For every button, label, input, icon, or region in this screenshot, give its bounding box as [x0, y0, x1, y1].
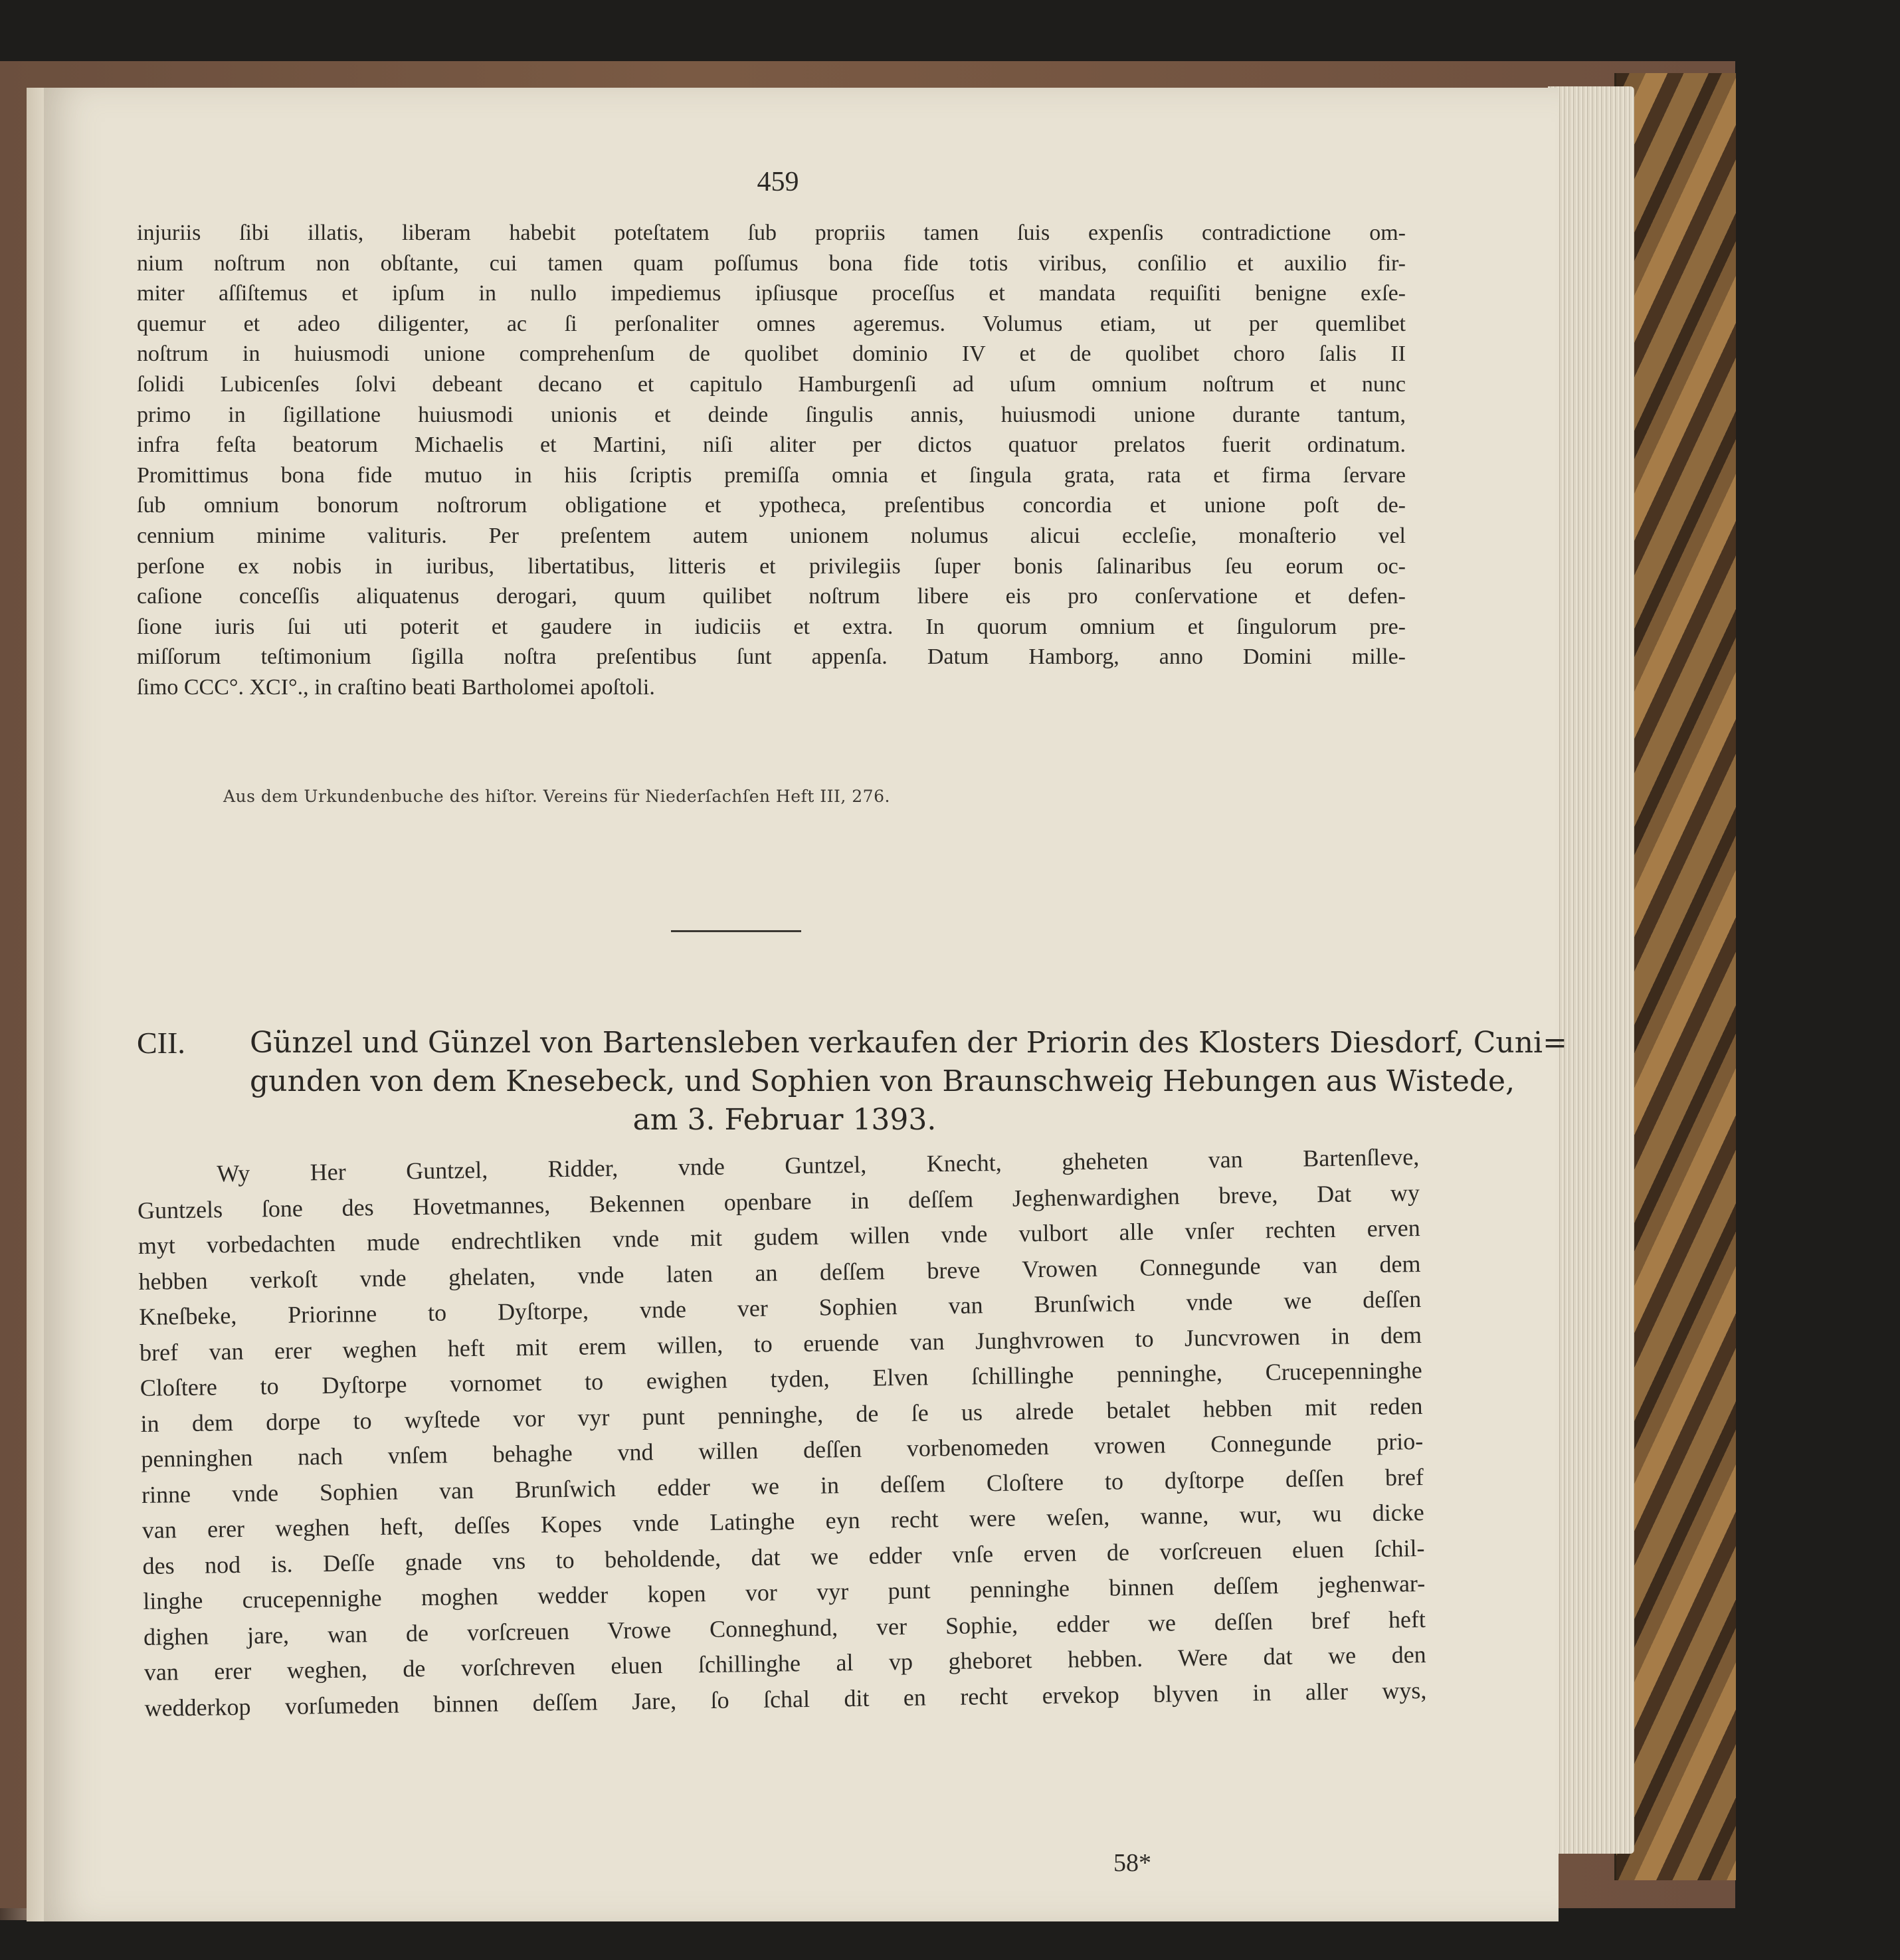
text-line: linghe crucepennighe moghen wedder kopen vor vyr punt penninghe binnen deſſem jeghenwar-: [143, 1569, 1426, 1615]
text-line: ſolidi Lubicenſes ſolvi debeant decano et capitulo Hamburgenſi ad uſum omnium noſtrum et nunc: [137, 371, 1406, 397]
text-line: perſone ex nobis in iuribus, libertatibus, litteris et privilegiis ſuper bonis ſalinaribus ſeu eorum oc-: [137, 553, 1406, 579]
text-line: quemur et adeo diligenter, ac ſi perſonaliter omnes ageremus. Volumus etiam, ut per quemlibet: [137, 311, 1406, 336]
text-line: van erer weghen, de vorſchreven eluen ſchillinghe al vp gheboret hebben. Were dat we den: [143, 1640, 1426, 1686]
document-number: CII.: [137, 1026, 185, 1060]
section-1-text: [137, 218, 1406, 703]
text-line: nium noſtrum non obſtante, cui tamen quam poſſumus bona fide totis viribus, conſilio et auxilio fir-: [137, 250, 1406, 276]
text-line: in dem dorpe to wyſtede vor vyr punt penninghe, de ſe us alrede betalet hebben mit reden: [140, 1392, 1423, 1437]
text-line: penninghen nach vnſem behaghe vnd willen deſſen vorbenomeden vrowen Connegunde prio-: [141, 1428, 1424, 1472]
text-line: Cloſtere to Dyſtorpe vornomet to ewighen tyden, Elven ſchillinghe penninghe, Crucepenninghe: [140, 1357, 1422, 1401]
text-line: hebben verkoſt vnde ghelaten, vnde laten an deſſem breve Vrowen Connegunde van dem: [138, 1250, 1421, 1295]
text-line: Kneſbeke, Priorinne to Dyſtorpe, vnde ver Sophien van Brunſwich vnde we deſſen: [139, 1286, 1422, 1330]
text-line: primo in ſigillatione huiusmodi unionis et deinde ſingulis annis, huiusmodi unione durante tantum,: [137, 402, 1406, 427]
section-2-text: [137, 1139, 1427, 1726]
text-line: bref van erer weghen heft mit erem willen, to eruende van Junghvrowen to Juncvrowen in dem: [139, 1321, 1422, 1366]
text-line: cennium minime valituris. Per preſentem autem unionem nolumus alicui eccleſie, monaſterio vel: [137, 523, 1406, 548]
text-line: rinne vnde Sophien van Brunſwich edder we in deſſem Cloſtere to dyſtorpe deſſen bref: [141, 1463, 1424, 1508]
heading-date: am 3. Februar 1393.: [632, 1103, 937, 1137]
text-line: miter aſſiſtemus et ipſum in nullo impediemus ipſiusque proceſſus et mandata requiſiti benigne exſe-: [137, 281, 1406, 306]
text-line: Guntzels ſone des Hovetmannes, Bekennen openbare in deſſem Jeghenwardighen breve, Dat wy: [137, 1179, 1420, 1224]
text-line: Promittimus bona fide mutuo in hiis ſcriptis premiſſa omnia et ſingula grata, rata et firma ſervare: [137, 462, 1406, 488]
text-line: ſimo CCC°. XCI°., in craſtino beati Bartholomei apoſtoli.: [137, 674, 655, 700]
text-line: Wy Her Guntzel, Ridder, vnde Guntzel, Knecht, gheheten van Bartenſleve,: [217, 1143, 1420, 1187]
signature-mark: 58*: [1113, 1849, 1151, 1877]
text-line: van erer weghen heft, deſſes Kopes vnde Latinghe eyn recht were weſen, wanne, wur, wu dicke: [142, 1499, 1424, 1543]
text-line: injuriis ſibi illatis, liberam habebit poteſtatem ſub propriis tamen ſuis expenſis contradictione om-: [137, 221, 1406, 245]
text-line: noſtrum in huiusmodi unione comprehenſum de quolibet dominio IV et de quolibet choro ſalis II: [137, 342, 1406, 367]
text-line: miſſorum teſtimonium ſigilla noſtra preſentibus ſunt appenſa. Datum Hamborg, anno Domini mille-: [137, 644, 1406, 670]
text-line: caſione conceſſis aliquatenus derogari, quum quilibet noſtrum libere eis pro conſervatione et defen-: [137, 584, 1406, 609]
text-line: myt vorbedachten mude endrechtliken vnde mit gudem willen vnde vulbort alle vnſer rechten erven: [138, 1215, 1420, 1259]
text-line: dighen jare, wan de vorſcreuen Vrowe Conneghund, ver Sophie, edder we deſſen bref heft: [143, 1605, 1426, 1650]
text-line: ſub omnium bonorum noſtrorum obligatione et ypotheca, preſentibus concordia et unione poſt de-: [137, 493, 1406, 518]
heading-line: gunden von dem Knesebeck, und Sophien von Braunschweig Hebungen aus Wistede,: [250, 1064, 1515, 1098]
source-note: Aus dem Urkundenbuche des hiſtor. Vereins für Niederſachſen Heft III, 276.: [223, 787, 890, 806]
section-divider: [671, 930, 801, 932]
book-page: [44, 88, 1567, 1921]
text-line: infra feſta beatorum Michaelis et Martini, niſi aliter per dictos quatuor prelatos fuerit ordinatum.: [137, 433, 1406, 458]
text-line: wedderkop vorſumeden binnen deſſem Jare, ſo ſchal dit en recht ervekop blyven in aller wys,: [144, 1676, 1427, 1721]
page-number: 459: [757, 167, 799, 197]
text-line: ſione iuris ſui uti poterit et gaudere in iudiciis et extra. In quorum omnium et ſingulorum pre-: [137, 614, 1406, 639]
page-edges: [1548, 86, 1634, 1854]
heading-line: Günzel und Günzel von Bartensleben verkaufen der Priorin des Klosters Diesdorf, Cuni=: [250, 1026, 1567, 1060]
text-line: des nod is. Deſſe gnade vns to beholdende, dat we edder vnſe erven de vorſcreuen eluen ſchil-: [142, 1534, 1425, 1579]
